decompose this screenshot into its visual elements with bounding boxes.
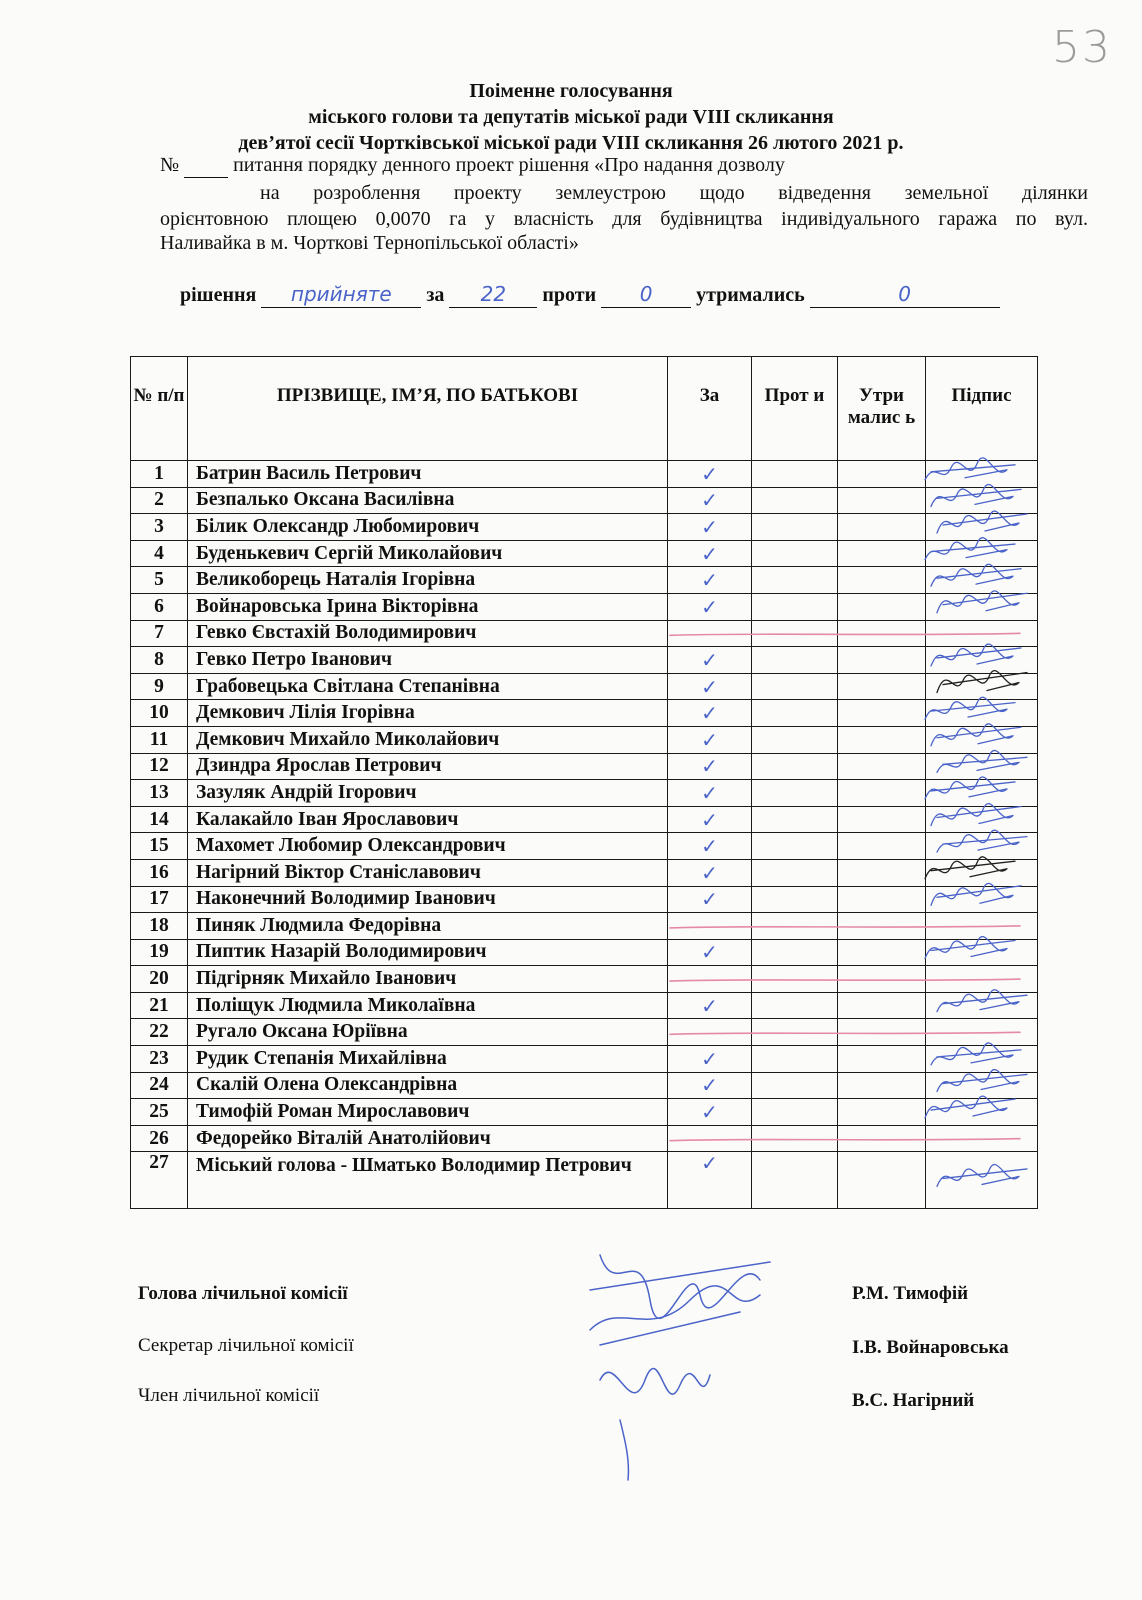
row-name: Міський голова - Шматько Володимир Петрович bbox=[188, 1152, 668, 1209]
table-row bbox=[131, 673, 1038, 700]
chair-label: Голова лічильної комісії bbox=[138, 1283, 348, 1304]
question-line-3: орієнтовною площею 0,0070 га у власність для будівництва індивідуального гаража по вул. bbox=[160, 208, 1088, 230]
check-mark-icon: ✓ bbox=[701, 860, 718, 885]
signature-cell bbox=[926, 859, 1038, 886]
row-name: Войнаровська Ірина Вікторівна bbox=[188, 593, 668, 620]
row-number: 26 bbox=[131, 1125, 188, 1152]
vote-for-cell bbox=[668, 992, 752, 1019]
row-number: 6 bbox=[131, 593, 188, 620]
vote-for-cell bbox=[668, 1072, 752, 1099]
vote-abstained-cell bbox=[838, 647, 926, 674]
row-number: 8 bbox=[131, 647, 188, 674]
signature-cell bbox=[926, 1152, 1038, 1209]
vote-for-cell bbox=[668, 461, 752, 488]
member-name: В.С. Нагірний bbox=[852, 1390, 975, 1411]
row-number: 15 bbox=[131, 833, 188, 860]
vote-for-cell bbox=[668, 1099, 752, 1126]
row-name: Грабовецька Світлана Степанівна bbox=[188, 673, 668, 700]
question-line-2: на розроблення проекту землеустрою щодо відведення земельної ділянки bbox=[260, 182, 1088, 204]
against-field bbox=[601, 282, 691, 308]
table-row bbox=[131, 1072, 1038, 1099]
vote-for-cell bbox=[668, 567, 752, 594]
vote-abstained-cell bbox=[838, 913, 926, 940]
vote-against-cell bbox=[752, 1099, 838, 1126]
vote-for-cell bbox=[668, 647, 752, 674]
vote-against-cell bbox=[752, 726, 838, 753]
secretary-name: І.В. Войнаровська bbox=[852, 1337, 1009, 1358]
row-number: 21 bbox=[131, 992, 188, 1019]
row-name: Білик Олександр Любомирович bbox=[188, 514, 668, 541]
row-number: 18 bbox=[131, 913, 188, 940]
vote-against-cell bbox=[752, 1046, 838, 1073]
row-name: Гевко Євстахій Володимирович bbox=[188, 620, 668, 647]
signature-cell bbox=[926, 806, 1038, 833]
signature-cell bbox=[926, 913, 1038, 940]
chair-name: Р.М. Тимофій bbox=[852, 1283, 969, 1304]
table-header-row bbox=[131, 357, 1038, 461]
vote-abstained-cell bbox=[838, 1099, 926, 1126]
check-mark-icon: ✓ bbox=[701, 488, 718, 513]
check-mark-icon: ✓ bbox=[701, 541, 718, 566]
row-number: 16 bbox=[131, 859, 188, 886]
check-mark-icon: ✓ bbox=[701, 887, 718, 912]
vote-abstained-cell bbox=[838, 859, 926, 886]
signature-cell bbox=[926, 647, 1038, 674]
signature-cell bbox=[926, 886, 1038, 913]
question-number-label: № bbox=[160, 154, 180, 176]
check-mark-icon: ✓ bbox=[701, 807, 718, 832]
table-row bbox=[131, 700, 1038, 727]
vote-against-cell bbox=[752, 700, 838, 727]
check-mark-icon: ✓ bbox=[701, 461, 718, 486]
vote-for-cell bbox=[668, 966, 752, 993]
voting-table bbox=[130, 356, 1038, 1209]
header-name: ПРІЗВИЩЕ, ІМ’Я, ПО БАТЬКОВІ bbox=[188, 357, 668, 461]
check-mark-icon: ✓ bbox=[701, 674, 718, 699]
for-field bbox=[449, 282, 537, 308]
vote-against-cell bbox=[752, 567, 838, 594]
vote-for-cell bbox=[668, 1046, 752, 1073]
vote-for-cell bbox=[668, 753, 752, 780]
vote-against-cell bbox=[752, 673, 838, 700]
signature-cell bbox=[926, 1019, 1038, 1046]
for-value: 22 bbox=[480, 282, 507, 306]
check-mark-icon: ✓ bbox=[701, 514, 718, 539]
check-mark-icon: ✓ bbox=[701, 1151, 718, 1176]
check-mark-icon: ✓ bbox=[701, 993, 718, 1018]
table-row bbox=[131, 487, 1038, 514]
signature-cell bbox=[926, 593, 1038, 620]
table-row bbox=[131, 1125, 1038, 1152]
for-label: за bbox=[426, 284, 445, 306]
vote-for-cell bbox=[668, 1152, 752, 1209]
vote-against-cell bbox=[752, 806, 838, 833]
vote-abstained-cell bbox=[838, 1019, 926, 1046]
row-number: 20 bbox=[131, 966, 188, 993]
signature-cell bbox=[926, 992, 1038, 1019]
vote-abstained-cell bbox=[838, 1152, 926, 1209]
abstained-field bbox=[810, 282, 1000, 308]
row-number: 27 bbox=[131, 1152, 188, 1209]
question-number-blank bbox=[184, 154, 228, 178]
vote-abstained-cell bbox=[838, 1125, 926, 1152]
row-name: Буденькевич Сергій Миколайович bbox=[188, 540, 668, 567]
signature-cell bbox=[926, 939, 1038, 966]
vote-abstained-cell bbox=[838, 593, 926, 620]
vote-abstained-cell bbox=[838, 886, 926, 913]
row-name: Демкович Лілія Ігорівна bbox=[188, 700, 668, 727]
check-mark-icon: ✓ bbox=[701, 1046, 718, 1071]
signature-cell bbox=[926, 1046, 1038, 1073]
row-name: Великоборець Наталія Ігорівна bbox=[188, 567, 668, 594]
row-name: Зазуляк Андрій Ігорович bbox=[188, 780, 668, 807]
row-number: 4 bbox=[131, 540, 188, 567]
title: Поіменне голосування bbox=[469, 80, 673, 102]
row-number: 17 bbox=[131, 886, 188, 913]
member-signature bbox=[600, 1368, 710, 1480]
vote-against-cell bbox=[752, 487, 838, 514]
vote-against-cell bbox=[752, 886, 838, 913]
row-name: Скалій Олена Олександрівна bbox=[188, 1072, 668, 1099]
row-name: Дзиндра Ярослав Петрович bbox=[188, 753, 668, 780]
chair-signature bbox=[590, 1255, 770, 1318]
row-number: 23 bbox=[131, 1046, 188, 1073]
vote-against-cell bbox=[752, 753, 838, 780]
table-row bbox=[131, 567, 1038, 594]
vote-abstained-cell bbox=[838, 487, 926, 514]
decision-value: прийняте bbox=[290, 282, 392, 306]
vote-abstained-cell bbox=[838, 1046, 926, 1073]
table-row bbox=[131, 1099, 1038, 1126]
vote-against-cell bbox=[752, 1152, 838, 1209]
table-row bbox=[131, 1019, 1038, 1046]
table-row bbox=[131, 939, 1038, 966]
row-number: 12 bbox=[131, 753, 188, 780]
vote-for-cell bbox=[668, 913, 752, 940]
table-row bbox=[131, 833, 1038, 860]
table-row bbox=[131, 647, 1038, 674]
row-number: 22 bbox=[131, 1019, 188, 1046]
secretary-signature bbox=[590, 1286, 760, 1345]
abstained-value: 0 bbox=[898, 282, 912, 306]
signature-cell bbox=[926, 461, 1038, 488]
table-row bbox=[131, 1046, 1038, 1073]
table-row bbox=[131, 913, 1038, 940]
check-mark-icon: ✓ bbox=[701, 834, 718, 859]
vote-abstained-cell bbox=[838, 992, 926, 1019]
vote-for-cell bbox=[668, 886, 752, 913]
vote-abstained-cell bbox=[838, 753, 926, 780]
vote-against-cell bbox=[752, 833, 838, 860]
row-number: 5 bbox=[131, 567, 188, 594]
vote-against-cell bbox=[752, 939, 838, 966]
table-row bbox=[131, 992, 1038, 1019]
vote-abstained-cell bbox=[838, 620, 926, 647]
table-row bbox=[131, 966, 1038, 993]
table-row bbox=[131, 806, 1038, 833]
table-row bbox=[131, 780, 1038, 807]
signature-cell bbox=[926, 540, 1038, 567]
check-mark-icon: ✓ bbox=[701, 1100, 718, 1125]
signature-cell bbox=[926, 753, 1038, 780]
check-mark-icon: ✓ bbox=[701, 727, 718, 752]
vote-for-cell bbox=[668, 1125, 752, 1152]
session-line: дев’ятої сесії Чортківської міської ради VIII скликання 26 лютого 2021 р. bbox=[238, 132, 904, 154]
vote-for-cell bbox=[668, 673, 752, 700]
vote-against-cell bbox=[752, 593, 838, 620]
vote-abstained-cell bbox=[838, 514, 926, 541]
vote-abstained-cell bbox=[838, 1072, 926, 1099]
signature-cell bbox=[926, 487, 1038, 514]
signature-cell bbox=[926, 620, 1038, 647]
vote-for-cell bbox=[668, 939, 752, 966]
row-number: 24 bbox=[131, 1072, 188, 1099]
vote-abstained-cell bbox=[838, 939, 926, 966]
page-number: 53 bbox=[1052, 22, 1112, 73]
row-name: Федорейко Віталій Анатолійович bbox=[188, 1125, 668, 1152]
signature-cell bbox=[926, 700, 1038, 727]
check-mark-icon: ✓ bbox=[701, 1073, 718, 1098]
vote-abstained-cell bbox=[838, 966, 926, 993]
table-row bbox=[131, 514, 1038, 541]
signature-cell bbox=[926, 1099, 1038, 1126]
vote-for-cell bbox=[668, 780, 752, 807]
vote-for-cell bbox=[668, 593, 752, 620]
header-signature: Підпис bbox=[926, 357, 1038, 461]
table-row bbox=[131, 753, 1038, 780]
check-mark-icon: ✓ bbox=[701, 940, 718, 965]
vote-against-cell bbox=[752, 620, 838, 647]
signature-cell bbox=[926, 1125, 1038, 1152]
vote-for-cell bbox=[668, 859, 752, 886]
against-label: проти bbox=[542, 284, 597, 306]
signature-cell bbox=[926, 1072, 1038, 1099]
check-mark-icon: ✓ bbox=[701, 754, 718, 779]
check-mark-icon: ✓ bbox=[701, 647, 718, 672]
question-text-1: питання порядку денного проект рішення «Про надання дозволу bbox=[233, 154, 785, 176]
signature-cell bbox=[926, 966, 1038, 993]
row-number: 3 bbox=[131, 514, 188, 541]
vote-against-cell bbox=[752, 461, 838, 488]
row-number: 7 bbox=[131, 620, 188, 647]
table-row bbox=[131, 859, 1038, 886]
row-number: 2 bbox=[131, 487, 188, 514]
vote-against-cell bbox=[752, 540, 838, 567]
subtitle: міського голови та депутатів міської ради VIII скликання bbox=[308, 106, 834, 128]
vote-abstained-cell bbox=[838, 461, 926, 488]
header-for: За bbox=[668, 357, 752, 461]
vote-abstained-cell bbox=[838, 726, 926, 753]
row-name: Наконечний Володимир Іванович bbox=[188, 886, 668, 913]
secretary-label: Секретар лічильної комісії bbox=[138, 1335, 354, 1356]
row-name: Демкович Михайло Миколайович bbox=[188, 726, 668, 753]
row-number: 19 bbox=[131, 939, 188, 966]
row-name: Поліщук Людмила Миколаївна bbox=[188, 992, 668, 1019]
signature-cell bbox=[926, 780, 1038, 807]
table-row bbox=[131, 540, 1038, 567]
vote-for-cell bbox=[668, 700, 752, 727]
member-label: Член лічильної комісії bbox=[138, 1385, 320, 1406]
vote-for-cell bbox=[668, 833, 752, 860]
row-number: 10 bbox=[131, 700, 188, 727]
vote-for-cell bbox=[668, 487, 752, 514]
against-value: 0 bbox=[639, 282, 653, 306]
row-name: Нагірний Віктор Станіславович bbox=[188, 859, 668, 886]
vote-for-cell bbox=[668, 1019, 752, 1046]
row-number: 9 bbox=[131, 673, 188, 700]
vote-against-cell bbox=[752, 992, 838, 1019]
check-mark-icon: ✓ bbox=[701, 594, 718, 619]
vote-against-cell bbox=[752, 780, 838, 807]
vote-for-cell bbox=[668, 620, 752, 647]
vote-abstained-cell bbox=[838, 806, 926, 833]
check-mark-icon: ✓ bbox=[701, 780, 718, 805]
row-name: Рудик Степанія Михайлівна bbox=[188, 1046, 668, 1073]
table-row bbox=[131, 620, 1038, 647]
signature-cell bbox=[926, 726, 1038, 753]
vote-abstained-cell bbox=[838, 540, 926, 567]
vote-abstained-cell bbox=[838, 833, 926, 860]
vote-against-cell bbox=[752, 514, 838, 541]
vote-abstained-cell bbox=[838, 700, 926, 727]
row-name: Тимофій Роман Мирославович bbox=[188, 1099, 668, 1126]
row-number: 25 bbox=[131, 1099, 188, 1126]
decision-field bbox=[261, 282, 421, 308]
table-row bbox=[131, 1152, 1038, 1209]
vote-against-cell bbox=[752, 647, 838, 674]
row-name: Підгірняк Михайло Іванович bbox=[188, 966, 668, 993]
vote-against-cell bbox=[752, 966, 838, 993]
row-name: Ругало Оксана Юріївна bbox=[188, 1019, 668, 1046]
header-abstained: Утри малис ь bbox=[838, 357, 926, 461]
row-number: 14 bbox=[131, 806, 188, 833]
check-mark-icon: ✓ bbox=[701, 568, 718, 593]
row-number: 1 bbox=[131, 461, 188, 488]
decision-label: рішення bbox=[180, 284, 257, 306]
table-row bbox=[131, 593, 1038, 620]
signature-cell bbox=[926, 673, 1038, 700]
vote-against-cell bbox=[752, 1072, 838, 1099]
signature-cell bbox=[926, 567, 1038, 594]
vote-abstained-cell bbox=[838, 780, 926, 807]
row-name: Безпалько Оксана Василівна bbox=[188, 487, 668, 514]
vote-abstained-cell bbox=[838, 673, 926, 700]
vote-against-cell bbox=[752, 1125, 838, 1152]
question-line-1 bbox=[160, 154, 785, 178]
row-name: Пиптик Назарій Володимирович bbox=[188, 939, 668, 966]
vote-for-cell bbox=[668, 726, 752, 753]
header-against: Прот и bbox=[752, 357, 838, 461]
row-number: 13 bbox=[131, 780, 188, 807]
signature-cell bbox=[926, 833, 1038, 860]
vote-for-cell bbox=[668, 540, 752, 567]
signature-cell bbox=[926, 514, 1038, 541]
check-mark-icon: ✓ bbox=[701, 701, 718, 726]
result-line bbox=[180, 282, 1000, 308]
row-name: Батрин Василь Петрович bbox=[188, 461, 668, 488]
vote-against-cell bbox=[752, 1019, 838, 1046]
table-row bbox=[131, 461, 1038, 488]
question-line-4: Наливайка в м. Чорткові Тернопільської області» bbox=[160, 232, 579, 254]
header-num: № п/п bbox=[131, 357, 188, 461]
table-row bbox=[131, 726, 1038, 753]
vote-for-cell bbox=[668, 806, 752, 833]
vote-against-cell bbox=[752, 859, 838, 886]
abstained-label: утримались bbox=[696, 284, 805, 306]
table-row bbox=[131, 886, 1038, 913]
vote-abstained-cell bbox=[838, 567, 926, 594]
vote-against-cell bbox=[752, 913, 838, 940]
row-name: Гевко Петро Іванович bbox=[188, 647, 668, 674]
vote-for-cell bbox=[668, 514, 752, 541]
row-number: 11 bbox=[131, 726, 188, 753]
row-name: Махомет Любомир Олександрович bbox=[188, 833, 668, 860]
row-name: Пиняк Людмила Федорівна bbox=[188, 913, 668, 940]
row-name: Калакайло Іван Ярославович bbox=[188, 806, 668, 833]
